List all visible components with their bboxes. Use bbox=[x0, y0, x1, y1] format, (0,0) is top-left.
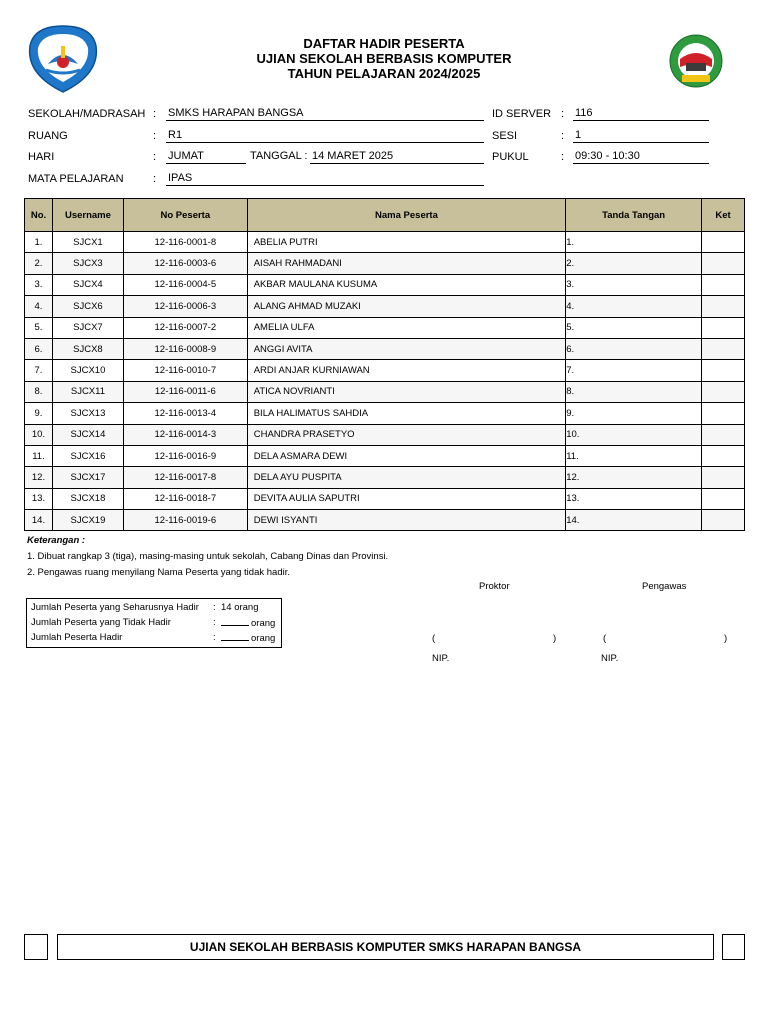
absent-blank bbox=[221, 617, 249, 626]
cell-username: SJCX13 bbox=[52, 403, 123, 424]
tut-wuri-handayani-logo bbox=[26, 24, 100, 94]
cell-nama-peserta: DEWI ISYANTI bbox=[247, 510, 565, 531]
cell-nama-peserta: DELA ASMARA DEWI bbox=[247, 445, 565, 466]
present-unit: orang bbox=[251, 633, 276, 644]
cell-no: 4. bbox=[25, 296, 53, 317]
expected-label: Jumlah Peserta yang Seharusnya Hadir bbox=[31, 602, 199, 613]
cell-no: 13. bbox=[25, 488, 53, 509]
cell-username: SJCX1 bbox=[52, 232, 123, 253]
cell-no: 2. bbox=[25, 253, 53, 274]
expected-colon: : bbox=[213, 602, 216, 613]
cell-signature[interactable]: 1. bbox=[566, 232, 702, 253]
table-row bbox=[25, 338, 745, 359]
cell-signature[interactable]: 5. bbox=[566, 317, 702, 338]
pengawas-nip: NIP. bbox=[601, 653, 619, 664]
proktor-label: Proktor bbox=[479, 581, 510, 592]
school-label: SEKOLAH/MADRASAH bbox=[28, 108, 146, 120]
day-label: HARI bbox=[28, 151, 55, 163]
date-value: 14 MARET 2025 bbox=[310, 149, 484, 164]
cell-no: 12. bbox=[25, 467, 53, 488]
proktor-nip: NIP. bbox=[432, 653, 450, 664]
table-row bbox=[25, 445, 745, 466]
cell-no: 11. bbox=[25, 445, 53, 466]
cell-no-peserta: 12-116-0004-5 bbox=[123, 274, 247, 295]
cell-no: 1. bbox=[25, 232, 53, 253]
table-row bbox=[25, 488, 745, 509]
table-row bbox=[25, 232, 745, 253]
table-row bbox=[25, 253, 745, 274]
cell-signature[interactable]: 6. bbox=[566, 338, 702, 359]
server-value: 116 bbox=[573, 106, 709, 121]
cell-nama-peserta: DELA AYU PUSPITA bbox=[247, 467, 565, 488]
proktor-open-paren: ( bbox=[432, 633, 436, 644]
cell-signature[interactable]: 7. bbox=[566, 360, 702, 381]
cell-nama-peserta: BILA HALIMATUS SAHDIA bbox=[247, 403, 565, 424]
attendance-table bbox=[24, 198, 745, 531]
present-colon: : bbox=[213, 632, 216, 643]
cell-ket[interactable] bbox=[702, 253, 745, 274]
cell-no-peserta: 12-116-0016-9 bbox=[123, 445, 247, 466]
cell-signature[interactable]: 12. bbox=[566, 467, 702, 488]
cell-nama-peserta: ATICA NOVRIANTI bbox=[247, 381, 565, 402]
cell-signature[interactable]: 8. bbox=[566, 381, 702, 402]
cell-ket[interactable] bbox=[702, 360, 745, 381]
session-label: SESI bbox=[492, 130, 518, 142]
footer-left-box bbox=[24, 934, 48, 960]
title-line-1: DAFTAR HADIR PESERTA bbox=[303, 36, 465, 51]
time-colon: : bbox=[561, 151, 565, 163]
cell-ket[interactable] bbox=[702, 424, 745, 445]
pengawas-close-paren: ) bbox=[724, 633, 728, 644]
table-row bbox=[25, 317, 745, 338]
cell-ket[interactable] bbox=[702, 296, 745, 317]
pengawas-open-paren: ( bbox=[603, 633, 607, 644]
absent-value[interactable] bbox=[221, 617, 275, 629]
notes-section bbox=[27, 533, 388, 581]
cell-ket[interactable] bbox=[702, 232, 745, 253]
session-value: 1 bbox=[573, 128, 709, 143]
day-value: JUMAT bbox=[166, 149, 246, 164]
cell-no-peserta: 12-116-0019-6 bbox=[123, 510, 247, 531]
day-colon: : bbox=[153, 151, 157, 163]
cell-ket[interactable] bbox=[702, 467, 745, 488]
expected-value: 14 orang bbox=[221, 602, 259, 613]
header-nama-peserta: Nama Peserta bbox=[247, 199, 565, 232]
absent-colon: : bbox=[213, 617, 216, 628]
cell-username: SJCX19 bbox=[52, 510, 123, 531]
present-blank bbox=[221, 632, 249, 641]
present-label: Jumlah Peserta Hadir bbox=[31, 632, 123, 643]
pengawas-label: Pengawas bbox=[642, 581, 687, 592]
cell-signature[interactable]: 2. bbox=[566, 253, 702, 274]
cell-no: 6. bbox=[25, 338, 53, 359]
cell-no-peserta: 12-116-0008-9 bbox=[123, 338, 247, 359]
cell-username: SJCX4 bbox=[52, 274, 123, 295]
cell-signature[interactable]: 4. bbox=[566, 296, 702, 317]
school-logo bbox=[668, 33, 724, 89]
cell-nama-peserta: ANGGI AVITA bbox=[247, 338, 565, 359]
cell-ket[interactable] bbox=[702, 381, 745, 402]
table-row bbox=[25, 360, 745, 381]
cell-ket[interactable] bbox=[702, 445, 745, 466]
school-colon: : bbox=[153, 108, 157, 120]
room-label: RUANG bbox=[28, 130, 68, 142]
cell-no-peserta: 12-116-0013-4 bbox=[123, 403, 247, 424]
cell-no: 5. bbox=[25, 317, 53, 338]
header-no-peserta: No Peserta bbox=[123, 199, 247, 232]
table-header-row bbox=[25, 199, 745, 232]
table-row bbox=[25, 510, 745, 531]
cell-ket[interactable] bbox=[702, 403, 745, 424]
absent-label: Jumlah Peserta yang Tidak Hadir bbox=[31, 617, 171, 628]
cell-ket[interactable] bbox=[702, 488, 745, 509]
room-value: R1 bbox=[166, 128, 484, 143]
subject-value: IPAS bbox=[166, 171, 484, 186]
room-colon: : bbox=[153, 130, 157, 142]
absent-unit: orang bbox=[251, 618, 276, 629]
cell-ket[interactable] bbox=[702, 274, 745, 295]
cell-username: SJCX16 bbox=[52, 445, 123, 466]
cell-ket[interactable] bbox=[702, 317, 745, 338]
cell-no-peserta: 12-116-0007-2 bbox=[123, 317, 247, 338]
subject-label: MATA PELAJARAN bbox=[28, 173, 124, 185]
school-value: SMKS HARAPAN BANGSA bbox=[166, 106, 484, 121]
title-line-3: TAHUN PELAJARAN 2024/2025 bbox=[287, 66, 481, 81]
present-value[interactable] bbox=[221, 632, 275, 644]
server-label: ID SERVER bbox=[492, 108, 552, 120]
time-value: 09:30 - 10:30 bbox=[573, 149, 709, 164]
title-line-2: UJIAN SEKOLAH BERBASIS KOMPUTER bbox=[256, 51, 512, 66]
cell-nama-peserta: AISAH RAHMADANI bbox=[247, 253, 565, 274]
cell-signature[interactable]: 13. bbox=[566, 488, 702, 509]
cell-nama-peserta: AMELIA ULFA bbox=[247, 317, 565, 338]
cell-username: SJCX11 bbox=[52, 381, 123, 402]
cell-ket[interactable] bbox=[702, 510, 745, 531]
cell-signature[interactable]: 10. bbox=[566, 424, 702, 445]
cell-no: 14. bbox=[25, 510, 53, 531]
cell-nama-peserta: ARDI ANJAR KURNIAWAN bbox=[247, 360, 565, 381]
table-row bbox=[25, 274, 745, 295]
header-username: Username bbox=[52, 199, 123, 232]
cell-username: SJCX8 bbox=[52, 338, 123, 359]
header-no: No. bbox=[25, 199, 53, 232]
attendance-summary bbox=[26, 598, 282, 648]
cell-no-peserta: 12-116-0014-3 bbox=[123, 424, 247, 445]
document-title bbox=[160, 36, 608, 81]
cell-username: SJCX6 bbox=[52, 296, 123, 317]
cell-no-peserta: 12-116-0018-7 bbox=[123, 488, 247, 509]
cell-username: SJCX14 bbox=[52, 424, 123, 445]
cell-username: SJCX3 bbox=[52, 253, 123, 274]
cell-no-peserta: 12-116-0017-8 bbox=[123, 467, 247, 488]
cell-nama-peserta: DEVITA AULIA SAPUTRI bbox=[247, 488, 565, 509]
cell-ket[interactable] bbox=[702, 338, 745, 359]
cell-username: SJCX17 bbox=[52, 467, 123, 488]
cell-no: 8. bbox=[25, 381, 53, 402]
cell-nama-peserta: AKBAR MAULANA KUSUMA bbox=[247, 274, 565, 295]
cell-nama-peserta: ALANG AHMAD MUZAKI bbox=[247, 296, 565, 317]
cell-no-peserta: 12-116-0011-6 bbox=[123, 381, 247, 402]
table-row bbox=[25, 424, 745, 445]
proktor-close-paren: ) bbox=[553, 633, 557, 644]
cell-signature[interactable]: 14. bbox=[566, 510, 702, 531]
footer-right-box bbox=[722, 934, 745, 960]
time-label: PUKUL bbox=[492, 151, 529, 163]
cell-signature[interactable]: 9. bbox=[566, 403, 702, 424]
table-row bbox=[25, 403, 745, 424]
session-colon: : bbox=[561, 130, 565, 142]
cell-username: SJCX18 bbox=[52, 488, 123, 509]
table-row bbox=[25, 296, 745, 317]
cell-no: 10. bbox=[25, 424, 53, 445]
date-label: TANGGAL : bbox=[250, 150, 308, 162]
subject-colon: : bbox=[153, 173, 157, 185]
note-1: 1. Dibuat rangkap 3 (tiga), masing-masing untuk sekolah, Cabang Dinas dan Provinsi. bbox=[27, 551, 389, 562]
note-2: 2. Pengawas ruang menyilang Nama Peserta yang tidak hadir. bbox=[27, 567, 290, 578]
server-colon: : bbox=[561, 108, 565, 120]
header-tanda-tangan: Tanda Tangan bbox=[566, 199, 702, 232]
cell-no-peserta: 12-116-0010-7 bbox=[123, 360, 247, 381]
cell-nama-peserta: CHANDRA PRASETYO bbox=[247, 424, 565, 445]
cell-no-peserta: 12-116-0006-3 bbox=[123, 296, 247, 317]
cell-no: 3. bbox=[25, 274, 53, 295]
cell-signature[interactable]: 11. bbox=[566, 445, 702, 466]
cell-no: 9. bbox=[25, 403, 53, 424]
table-row bbox=[25, 381, 745, 402]
footer-title: UJIAN SEKOLAH BERBASIS KOMPUTER SMKS HARAPAN BANGSA bbox=[57, 934, 714, 960]
cell-signature[interactable]: 3. bbox=[566, 274, 702, 295]
cell-no: 7. bbox=[25, 360, 53, 381]
table-row bbox=[25, 467, 745, 488]
notes-heading: Keterangan : bbox=[27, 535, 86, 546]
cell-username: SJCX10 bbox=[52, 360, 123, 381]
cell-no-peserta: 12-116-0003-6 bbox=[123, 253, 247, 274]
cell-username: SJCX7 bbox=[52, 317, 123, 338]
cell-nama-peserta: ABELIA PUTRI bbox=[247, 232, 565, 253]
header-ket: Ket bbox=[702, 199, 745, 232]
cell-no-peserta: 12-116-0001-8 bbox=[123, 232, 247, 253]
